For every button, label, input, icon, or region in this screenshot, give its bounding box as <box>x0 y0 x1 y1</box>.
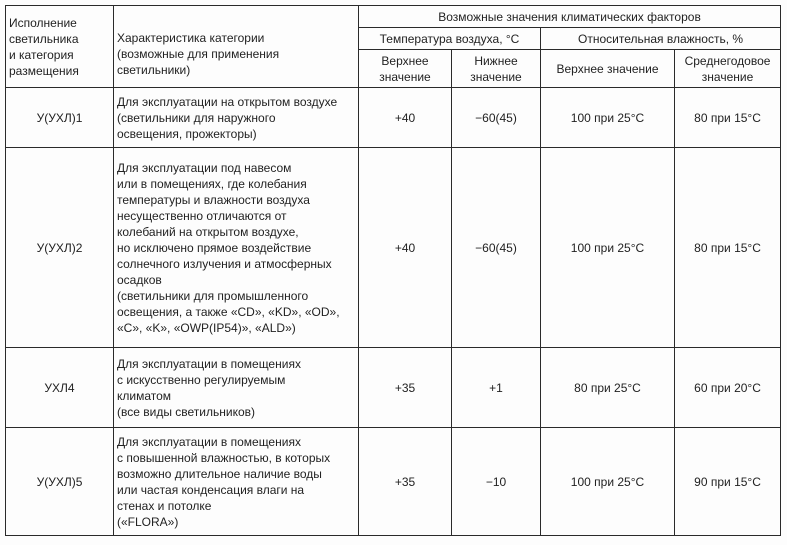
temp-lower-cell: −60(45) <box>452 148 541 348</box>
temp-lower-cell: −60(45) <box>452 88 541 148</box>
hum-upper-cell: 100 при 25°С <box>541 148 675 348</box>
description-cell: Для эксплуатации в помещениях с искусственно регулируемым климатом (все виды светильников) <box>114 348 359 428</box>
hum-upper-cell: 100 при 25°С <box>541 88 675 148</box>
header-humidity: Относительная влажность, % <box>541 28 781 50</box>
description-cell: Для эксплуатации под навесом или в помещениях, где колебания температуры и влажности воздуха несущественно отличаются от колебаний на открытом воздухе, но исключено прямое воздействие солнечного излучения и атмосферных осадков (светильники для промышленного освещения, а также «CD», «KD», «OD», «C», «K», «OWP(IP54)», «ALD») <box>114 148 359 348</box>
category-cell: У(УХЛ)5 <box>6 428 114 536</box>
hum-avg-cell: 90 при 15°С <box>675 428 781 536</box>
category-cell: У(УХЛ)2 <box>6 148 114 348</box>
description-cell: Для эксплуатации на открытом воздухе (светильники для наружного освещения, прожекторы) <box>114 88 359 148</box>
hum-avg-cell: 80 при 15°С <box>675 148 781 348</box>
header-execution: Исполнение светильника и категория размещения <box>6 6 114 88</box>
temp-lower-cell: −10 <box>452 428 541 536</box>
temp-upper-cell: +40 <box>359 88 452 148</box>
category-cell: УХЛ4 <box>6 348 114 428</box>
temp-upper-cell: +35 <box>359 428 452 536</box>
table-row <box>6 88 781 148</box>
header-hum-upper: Верхнее значение <box>541 50 675 88</box>
hum-upper-cell: 80 при 25°С <box>541 348 675 428</box>
description-cell: Для эксплуатации в помещениях с повышенной влажностью, в которых возможно длительное наличие воды или частая конденсация влаги на стенах и потолке («FLORA») <box>114 428 359 536</box>
category-cell: У(УХЛ)1 <box>6 88 114 148</box>
hum-avg-cell: 80 при 15°С <box>675 88 781 148</box>
header-hum-avg: Среднегодовое значение <box>675 50 781 88</box>
temp-lower-cell: +1 <box>452 348 541 428</box>
header-climate-factors: Возможные значения климатических факторов <box>359 6 781 28</box>
table-row <box>6 348 781 428</box>
climate-category-table <box>5 5 781 536</box>
header-temp-lower: Нижнее значение <box>452 50 541 88</box>
hum-avg-cell: 60 при 20°С <box>675 348 781 428</box>
hum-upper-cell: 100 при 25°С <box>541 428 675 536</box>
header-temperature: Температура воздуха, °С <box>359 28 541 50</box>
temp-upper-cell: +40 <box>359 148 452 348</box>
table-header <box>6 6 781 88</box>
table-row <box>6 148 781 348</box>
temp-upper-cell: +35 <box>359 348 452 428</box>
table-body <box>6 88 781 536</box>
header-characteristic: Характеристика категории (возможные для применения светильники) <box>114 6 359 88</box>
header-temp-upper: Верхнее значение <box>359 50 452 88</box>
table-row <box>6 428 781 536</box>
